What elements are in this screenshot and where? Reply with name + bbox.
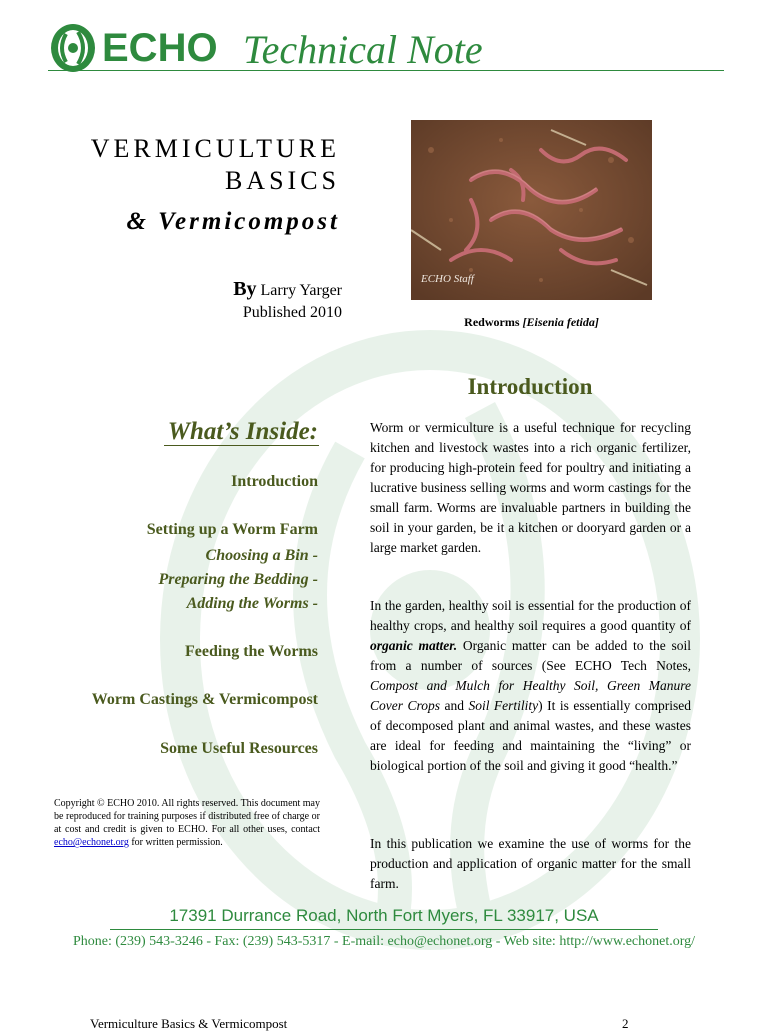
published-date: Published 2010 [242,304,342,321]
p2-soil-fertility: Soil Fertility [468,698,539,713]
echo-logo-icon [48,22,98,74]
intro-paragraph-3: In this publication we examine the use of worms for the production and application of organic matter for the small farm. [370,836,691,891]
document-title-line1: VERMICULTURE [90,134,340,163]
echo-logo-word: ECHO [102,26,218,70]
copyright-tail: for written permission. [131,837,223,848]
p2-tech-notes-titles: Compost and Mulch for Healthy Soil, Green Manure Cover Crops [370,678,691,713]
footer-contact: Phone: (239) 543-3246 - Fax: (239) 543-5317 - E-mail: echo@echonet.org - Web site: http://www.echonet.org/ [72,934,696,949]
toc-item-feeding[interactable]: Feeding the Worms [184,643,318,660]
p2-text-a: In the garden, healthy soil is essential for the production of healthy crops, and healthy soil requires a good quantity of [370,598,691,633]
running-footer-title: Vermiculture Basics & Vermicompost [90,1016,288,1031]
p2-text-g: ) It is essentially comprised of decomposed plant and animal wastes, and these wastes are ideal for feeding and maintaining the “living” or biological portion of the soil and giving it good “health.” [370,698,692,773]
toc-title: What’s Inside: [167,418,318,445]
p2-organic-matter: organic matter. [370,638,458,653]
toc-item-bedding[interactable]: Preparing the Bedding - [158,571,318,588]
document-title-line2: BASICS [224,166,340,195]
toc-item-choosing-bin[interactable]: Choosing a Bin - [205,547,318,564]
toc-item-worm-farm[interactable]: Setting up a Worm Farm [146,521,318,538]
intro-paragraph-1: Worm or vermiculture is a useful technique for recycling kitchen and livestock wastes into a rich organic fertilizer, for producing high-protein feed for poultry and initiating a lucrative business selling worms and worm castings for the small farm. Worms are invaluable partners in building the soil in your garden, be it a kitchen or dooryard garden or a large market garden. [370,420,691,555]
footer-divider [110,929,658,930]
header-title: Technical Note [243,27,483,72]
by-label: By [233,278,257,300]
copyright-text: Copyright © ECHO 2010. All rights reserved. This document may be reproduced for training purposes if distributed free of charge or at cost and credit is given to ECHO. For all other uses, contact [54,798,320,835]
photo-credit: ECHO Staff [421,273,474,285]
caption-species: [Eisenia fetida] [522,315,599,329]
footer-address: 17391 Durrance Road, North Fort Myers, FL 33917, USA [169,906,599,925]
copyright-email-link[interactable]: echo@echonet.org [54,837,129,848]
copyright-notice [54,797,320,849]
photo-caption [411,315,652,330]
toc-item-adding-worms[interactable]: Adding the Worms - [186,595,318,612]
toc-item-resources[interactable]: Some Useful Resources [160,740,318,757]
redworms-photo [411,120,652,300]
toc-item-introduction[interactable]: Introduction [231,473,318,490]
header-divider [48,70,724,71]
page-number: 2 [622,1016,629,1031]
intro-paragraph-2 [370,596,691,776]
toc-title-underline [164,445,319,446]
intro-heading: Introduction [467,374,593,399]
author-name: Larry Yarger [260,282,342,299]
p2-text-and: and [444,698,464,713]
byline [233,278,342,324]
toc-item-castings[interactable]: Worm Castings & Vermicompost [91,691,318,708]
caption-main: Redworms [464,315,520,329]
p2-text-c: Organic matter can be added to the soil from a number of sources (See ECHO Tech Notes, [370,638,691,673]
document-subtitle: & Vermicompost [126,208,340,235]
